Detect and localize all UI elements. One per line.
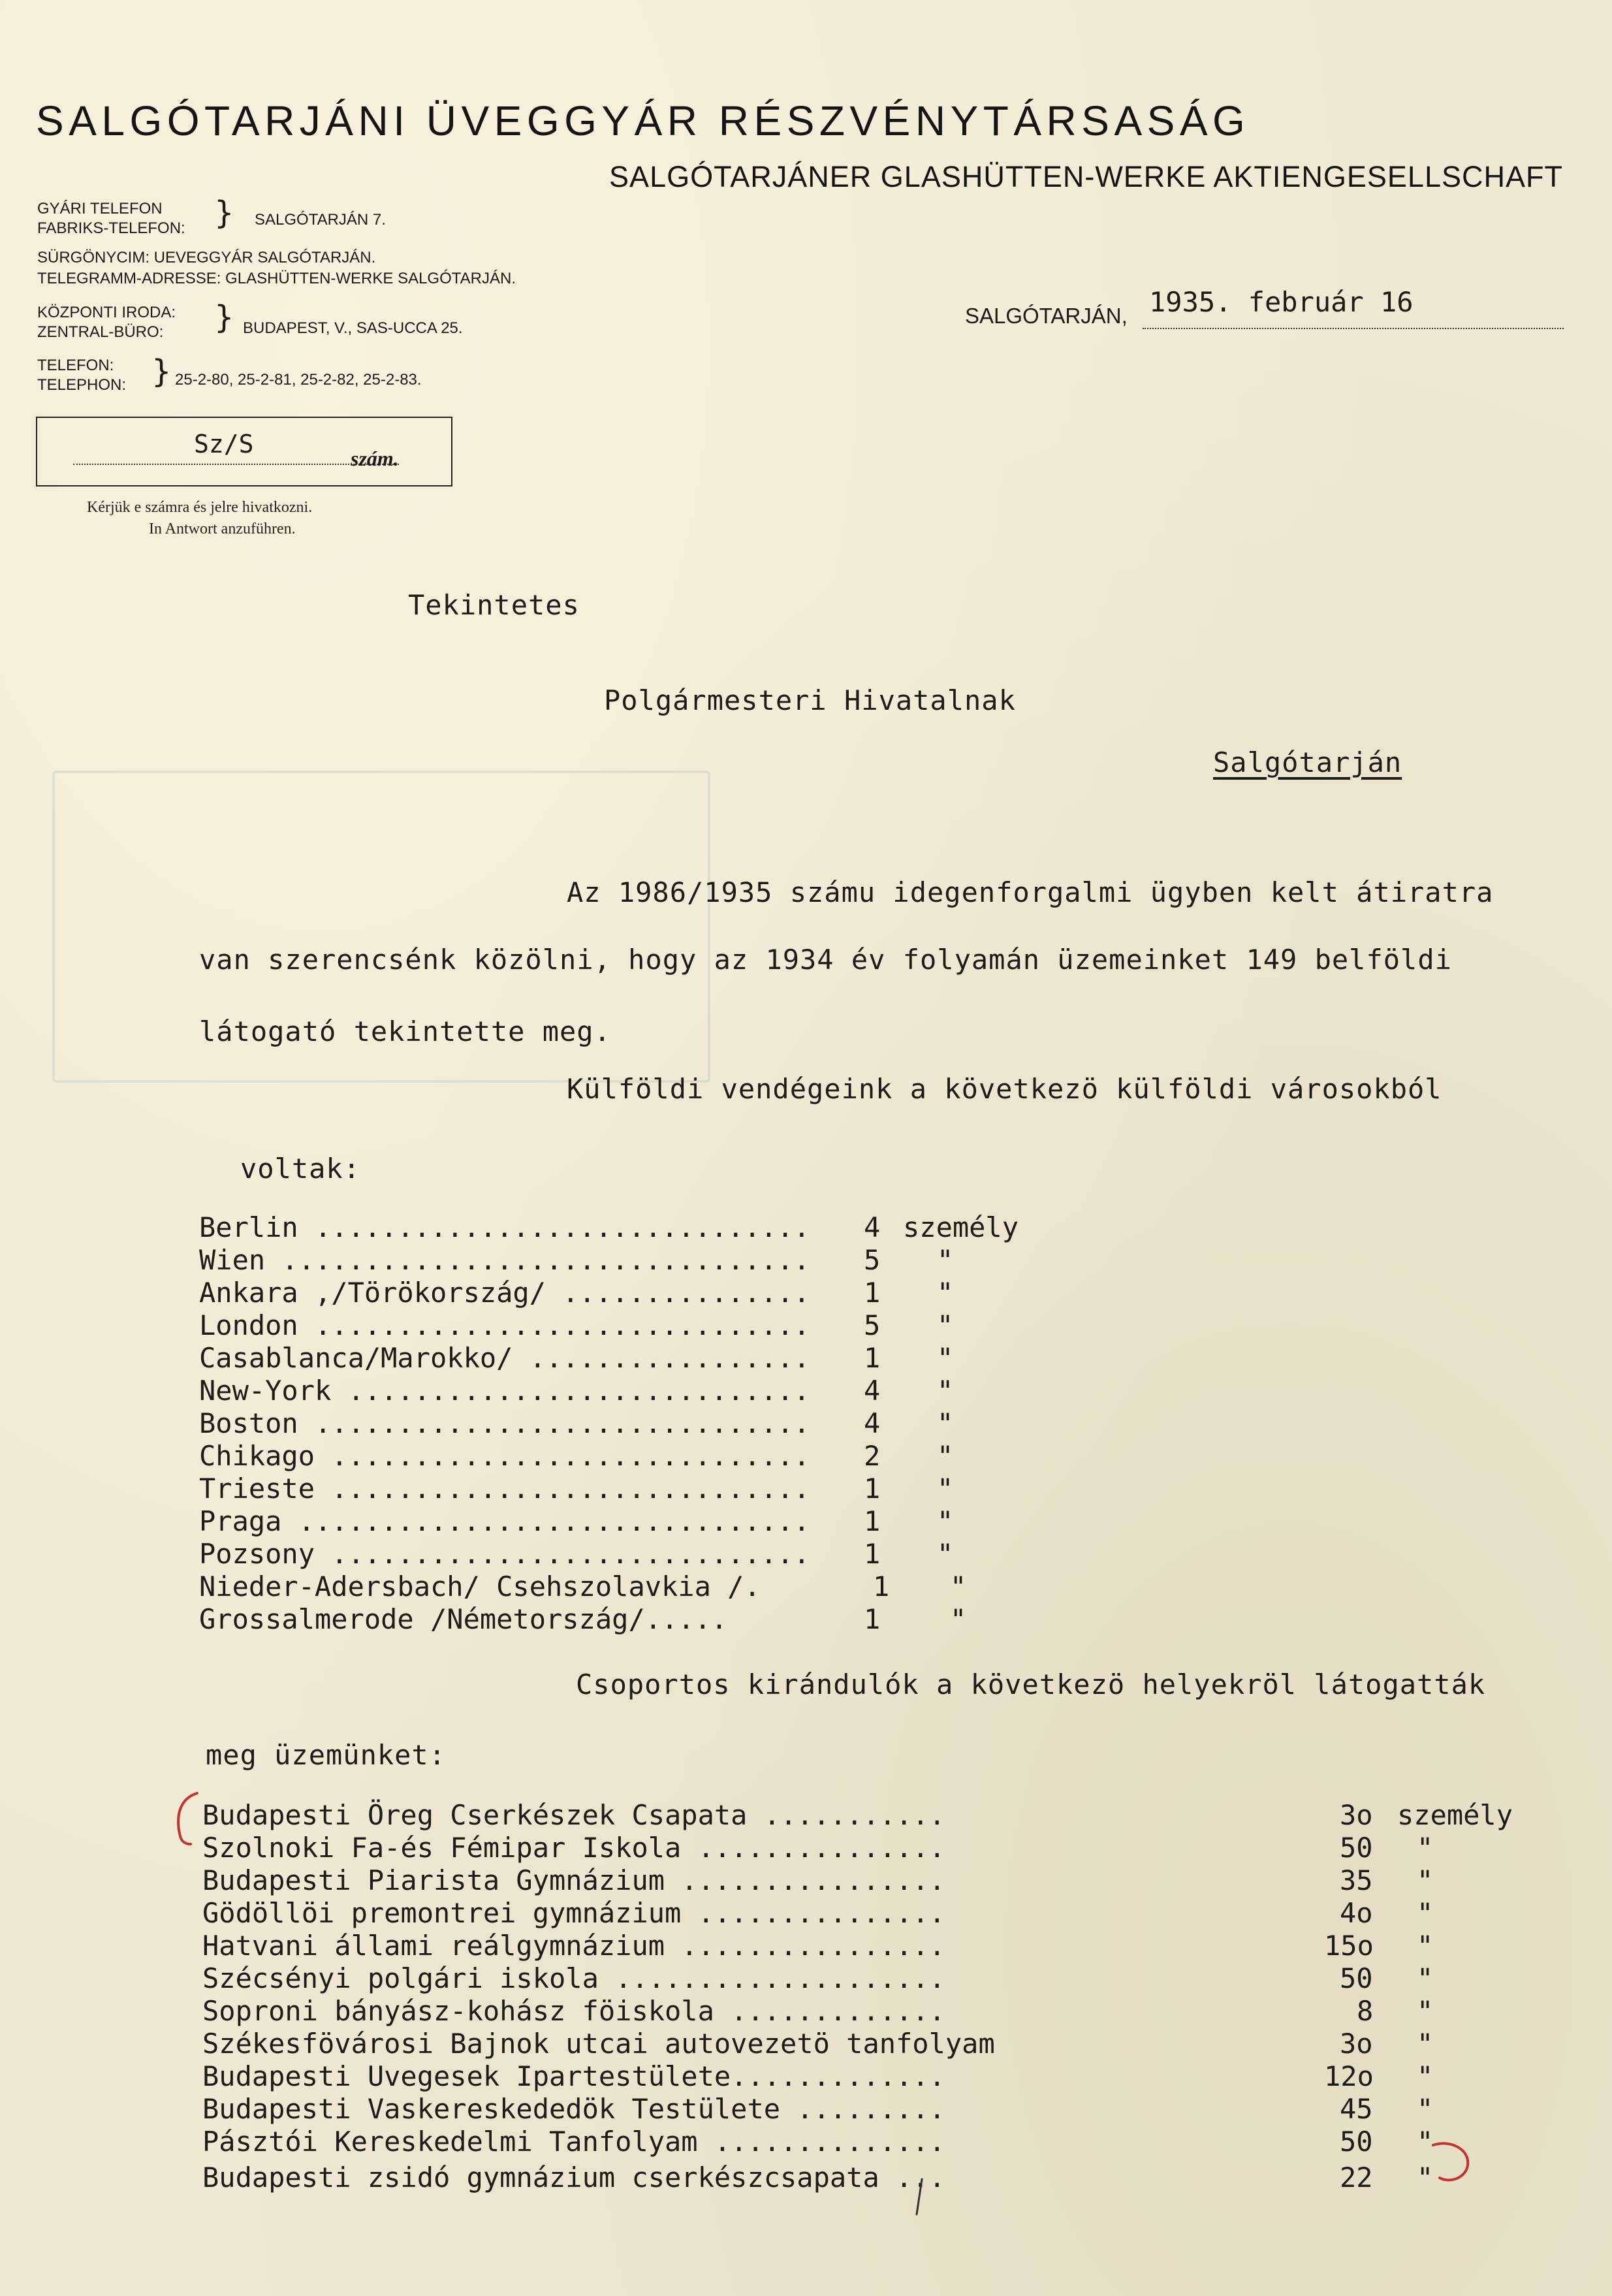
visitor-count: 2: [864, 1440, 881, 1472]
group-count: 4o: [1340, 1897, 1373, 1929]
group-count: 35: [1340, 1864, 1373, 1896]
visitor-unit: ": [950, 1571, 967, 1602]
visitor-count: 1: [864, 1603, 881, 1635]
group-unit: ": [1417, 1864, 1434, 1896]
group-count: 50: [1340, 2126, 1373, 2158]
reference-label: szám.: [351, 447, 399, 470]
dateline-dotted-line: [1143, 328, 1564, 329]
list-item: [199, 1440, 954, 1473]
group-place: Soproni bányász-kohász föiskola .............: [202, 1995, 945, 2027]
visitor-unit: ": [937, 1342, 954, 1374]
factory-phone-value: SALGÓTARJÁN 7.: [255, 211, 386, 229]
brace-icon: }: [151, 353, 172, 390]
list-item: [199, 1473, 954, 1505]
group-place: Hatvani állami reálgymnázium ................: [202, 1930, 945, 1962]
list-item: [199, 1277, 954, 1309]
group-unit: ": [1417, 2126, 1434, 2158]
office-address: BUDAPEST, V., SAS-UCCA 25.: [243, 319, 463, 337]
list-item: [199, 1407, 954, 1440]
group-unit: ": [1417, 1897, 1434, 1929]
list-item: [199, 1342, 954, 1375]
visitor-place: London ..............................: [199, 1309, 810, 1341]
group-count: 50: [1340, 1832, 1373, 1864]
list-item: [199, 1309, 954, 1342]
dateline-date: 1935. február 16: [1149, 286, 1414, 318]
foreign-visitors-list: [199, 1211, 1113, 1649]
group-visitors-list: [202, 1799, 1600, 2204]
group-count: 8: [1357, 1995, 1374, 2027]
body-line-7: meg üzemünket:: [206, 1739, 447, 1771]
group-place: Gödöllöi premontrei gymnázium ...............: [202, 1897, 945, 1929]
group-place: Budapesti Uvegesek Ipartestülete.............: [202, 2060, 945, 2092]
group-unit: ": [1417, 2060, 1434, 2092]
list-item: [202, 2126, 1434, 2158]
group-unit: ": [1417, 2093, 1434, 2125]
factory-phone-label-de: FABRIKS-TELEFON:: [37, 219, 185, 237]
telephone-label-de: TELEPHON:: [37, 376, 127, 394]
list-item: [202, 2060, 1434, 2093]
list-item: [202, 1962, 1434, 1995]
visitor-place: Berlin ..............................: [199, 1211, 810, 1243]
group-count: 50: [1340, 1962, 1373, 1994]
visitor-place: Boston ..............................: [199, 1407, 810, 1439]
brace-icon: }: [214, 299, 234, 336]
reference-note-de: In Antwort anzuführen.: [149, 520, 296, 537]
visitor-unit: ": [937, 1244, 954, 1276]
visitor-count: 4: [864, 1407, 881, 1439]
visitor-place: Pozsony .............................: [199, 1538, 810, 1570]
telegram-address-de: TELEGRAMM-ADRESSE: GLASHÜTTEN-WERKE SALGÓTARJÁN.: [37, 270, 516, 287]
group-unit: ": [1417, 1962, 1434, 1994]
visitor-count: 1: [864, 1342, 881, 1374]
list-item: [202, 2093, 1434, 2126]
visitor-unit: ": [937, 1473, 954, 1505]
body-line-2: van szerencsénk közölni, hogy az 1934 év folyamán üzemeinket 149 belföldi: [199, 944, 1452, 976]
factory-phone-label-hu: GYÁRI TELEFON: [37, 200, 163, 217]
visitor-unit: ": [937, 1309, 954, 1341]
list-item: [199, 1538, 954, 1571]
telegram-address-hu: SÜRGÖNYCIM: UEVEGGYÁR SALGÓTARJÁN.: [37, 249, 376, 266]
telephone-numbers: 25-2-80, 25-2-81, 25-2-82, 25-2-83.: [175, 371, 422, 389]
visitor-unit: személy: [903, 1211, 1019, 1243]
body-line-5: voltak:: [240, 1153, 361, 1185]
list-item: [202, 1995, 1434, 2028]
group-unit: ": [1417, 2028, 1434, 2060]
body-line-1: Az 1986/1935 számu idegenforgalmi ügyben kelt átiratra: [567, 876, 1494, 908]
group-count: 3o: [1340, 1799, 1373, 1831]
visitor-count: 5: [864, 1309, 881, 1341]
body-line-4: Külföldi vendégeink a következö külföldi városokból: [567, 1073, 1442, 1105]
group-count: 3o: [1340, 2028, 1373, 2060]
list-item: [199, 1244, 954, 1277]
reference-note-hu: Kérjük e számra és jelre hivatkozni.: [87, 499, 313, 516]
office-label: [37, 303, 176, 342]
group-place: Budapesti Vaskereskededök Testülete .........: [202, 2093, 945, 2125]
company-name-de: SALGÓTARJÁNER GLASHÜTTEN-WERKE AKTIENGESELLSCHAFT: [609, 160, 1563, 193]
dateline-city: SALGÓTARJÁN,: [965, 304, 1128, 328]
group-unit: személy: [1397, 1799, 1513, 1831]
group-unit: ": [1417, 2161, 1434, 2193]
list-item: [202, 2028, 1434, 2060]
list-item: [202, 1897, 1434, 1930]
group-place: Szolnoki Fa-és Fémipar Iskola ...............: [202, 1832, 945, 1864]
visitor-place: Casablanca/Marokko/ .................: [199, 1342, 810, 1374]
reference-value: Sz/S: [194, 430, 254, 458]
telephone-label-hu: TELEFON:: [37, 357, 114, 374]
body-line-3: látogató tekintette meg.: [199, 1015, 611, 1047]
list-item: [202, 1864, 1434, 1897]
office-label-de: ZENTRAL-BÜRO:: [37, 323, 164, 341]
visitor-unit: ": [937, 1277, 954, 1309]
visitor-place: Nieder-Adersbach/ Csehszolavkia /.: [199, 1571, 761, 1602]
visitor-place: Trieste .............................: [199, 1473, 810, 1505]
body-line-6: Csoportos kirándulók a következö helyekröl látogatták: [576, 1668, 1486, 1700]
list-item: [199, 1211, 1019, 1244]
recipient: Polgármesteri Hivatalnak: [604, 684, 1016, 716]
red-bracket-mark-icon: [171, 1789, 204, 1848]
visitor-count: 1: [864, 1538, 881, 1570]
list-item: [202, 2161, 1434, 2194]
group-count: 12o: [1324, 2060, 1374, 2092]
visitor-place: Chikago .............................: [199, 1440, 810, 1472]
group-place: Budapesti Piarista Gymnázium ................: [202, 1864, 945, 1896]
list-item: [199, 1505, 954, 1538]
visitor-place: Grossalmerode /Németország/.....: [199, 1603, 728, 1635]
group-unit: ": [1417, 1930, 1434, 1962]
visitor-place: Praga ...............................: [199, 1505, 810, 1537]
visitor-count: 1: [864, 1473, 881, 1505]
visitor-count: 1: [864, 1505, 881, 1537]
red-bracket-mark-icon: [1427, 2132, 1479, 2191]
company-name-hu: SALGÓTARJÁNI ÜVEGGYÁR RÉSZVÉNYTÁRSASÁG: [36, 97, 1250, 144]
list-item: [202, 1799, 1513, 1832]
group-place: Budapesti zsidó gymnázium cserkészcsapata ...: [202, 2161, 945, 2193]
visitor-unit: ": [937, 1407, 954, 1439]
visitor-unit: ": [950, 1603, 967, 1635]
pencil-tick-icon: [913, 2178, 926, 2217]
visitor-count: 5: [864, 1244, 881, 1276]
list-item: [199, 1571, 967, 1603]
visitor-count: 1: [864, 1277, 881, 1309]
group-count: 22: [1340, 2161, 1373, 2193]
visitor-unit: ": [937, 1440, 954, 1472]
factory-phone-label: [37, 199, 185, 238]
salutation: Tekintetes: [408, 589, 580, 621]
group-count: 45: [1340, 2093, 1373, 2125]
recipient-city: Salgótarján: [1213, 746, 1402, 778]
visitor-unit: ": [937, 1538, 954, 1570]
group-place: Székesfövárosi Bajnok utcai autovezetö tanfolyam: [202, 2028, 995, 2060]
visitor-unit: ": [937, 1375, 954, 1407]
visitor-place: Wien ................................: [199, 1244, 810, 1276]
group-unit: ": [1417, 1995, 1434, 2027]
visitor-count: 4: [864, 1375, 881, 1407]
group-unit: ": [1417, 1832, 1434, 1864]
brace-icon: }: [214, 195, 234, 231]
list-item: [202, 1930, 1434, 1962]
visitor-count: 1: [873, 1571, 890, 1602]
group-place: Pásztói Kereskedelmi Tanfolyam ..............: [202, 2126, 945, 2158]
reference-box: [36, 417, 452, 486]
list-item: [199, 1375, 954, 1407]
visitor-unit: ": [937, 1505, 954, 1537]
office-label-hu: KÖZPONTI IRODA:: [37, 304, 176, 321]
group-place: Szécsényi polgári iskola ....................: [202, 1962, 945, 1994]
list-item: [199, 1603, 967, 1636]
visitor-count: 4: [864, 1211, 881, 1243]
visitor-place: New-York ............................: [199, 1375, 810, 1407]
group-count: 15o: [1324, 1930, 1374, 1962]
telephone-label: [37, 356, 126, 395]
visitor-place: Ankara ,/Törökország/ ...............: [199, 1277, 810, 1309]
group-place: Budapesti Öreg Cserkészek Csapata ...........: [202, 1799, 945, 1831]
list-item: [202, 1832, 1434, 1864]
